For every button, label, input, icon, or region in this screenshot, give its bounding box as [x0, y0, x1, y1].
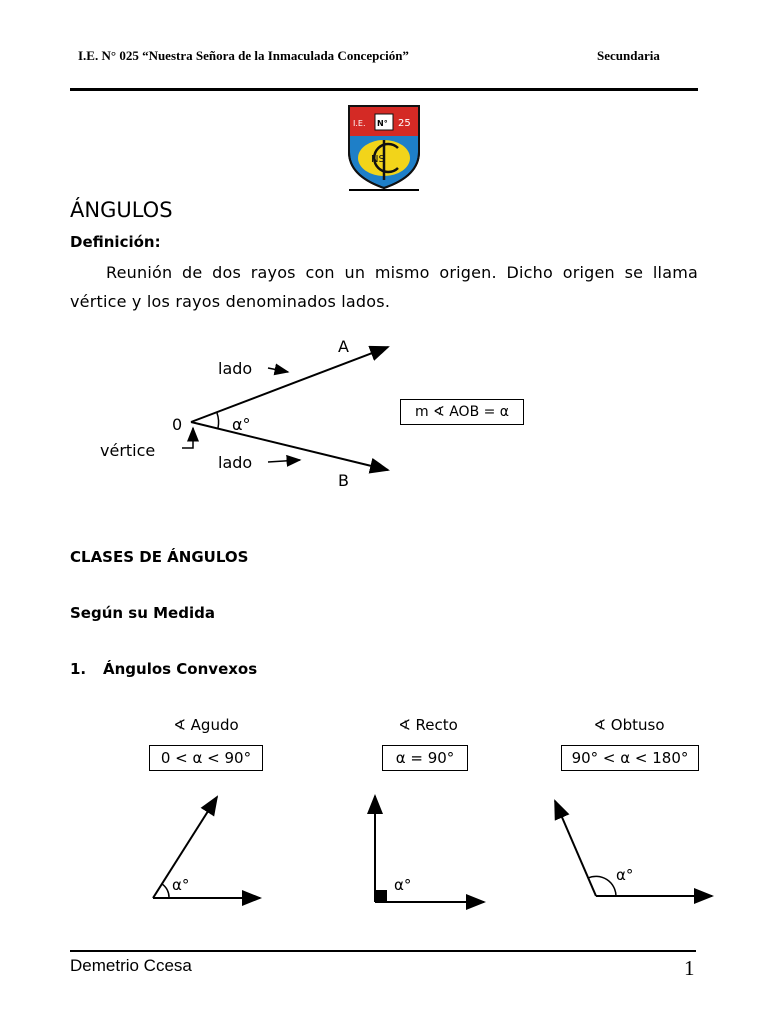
label-alpha: α°: [232, 415, 251, 434]
label-A: A: [338, 337, 349, 356]
classes-title: CLASES DE ÁNGULOS: [70, 548, 249, 566]
type-obtuso-name: ∢ Obtuso: [593, 716, 665, 734]
logo-underline: [349, 189, 419, 191]
type-obtuso-condition: 90° < α < 180°: [561, 745, 699, 771]
definition-body: Reunión de dos rayos con un mismo origen. Dicho origen se llama vértice y los rayos denominados lados.: [70, 263, 698, 311]
logo-ns: NS: [371, 154, 385, 165]
by-measure-heading: Según su Medida: [70, 604, 215, 622]
logo-ie: I.E.: [353, 119, 366, 128]
logo-num: 25: [398, 118, 411, 129]
school-logo: [346, 104, 422, 190]
label-O: 0: [172, 415, 183, 434]
header-school: I.E. N° 025 “Nuestra Señora de la Inmaculada Concepción”: [78, 48, 409, 63]
angle-formula: m ∢ AOB = α: [400, 399, 524, 425]
type-agudo-condition: 0 < α < 90°: [149, 745, 263, 771]
label-lado-bottom: lado: [218, 453, 253, 472]
page-number: 1: [684, 956, 695, 980]
acute-alpha: α°: [172, 876, 190, 894]
item-number: 1.: [70, 660, 87, 678]
label-lado-top: lado: [218, 359, 253, 378]
type-recto-condition: α = 90°: [382, 745, 468, 771]
header-rule: [70, 88, 698, 91]
angle-diagram: [90, 330, 410, 496]
logo-no: N°: [377, 119, 388, 128]
acute-angle-figure: [140, 790, 270, 910]
page-title: ÁNGULOS: [70, 198, 173, 222]
definition-text: [70, 258, 698, 316]
footer-rule: [70, 950, 696, 952]
label-vertex: vértice: [100, 441, 156, 460]
right-alpha: α°: [394, 876, 412, 894]
obtuse-angle-figure: [540, 790, 720, 910]
header-level: Secundaria: [597, 48, 660, 63]
type-recto-name: ∢ Recto: [398, 716, 458, 734]
type-agudo-name: ∢ Agudo: [173, 716, 239, 734]
footer-author: Demetrio Ccesa: [70, 956, 192, 975]
label-B: B: [338, 471, 349, 490]
definition-heading: Definición:: [70, 233, 161, 251]
right-angle-figure: [360, 790, 490, 910]
item-label: Ángulos Convexos: [103, 660, 258, 678]
obtuse-alpha: α°: [616, 866, 634, 884]
